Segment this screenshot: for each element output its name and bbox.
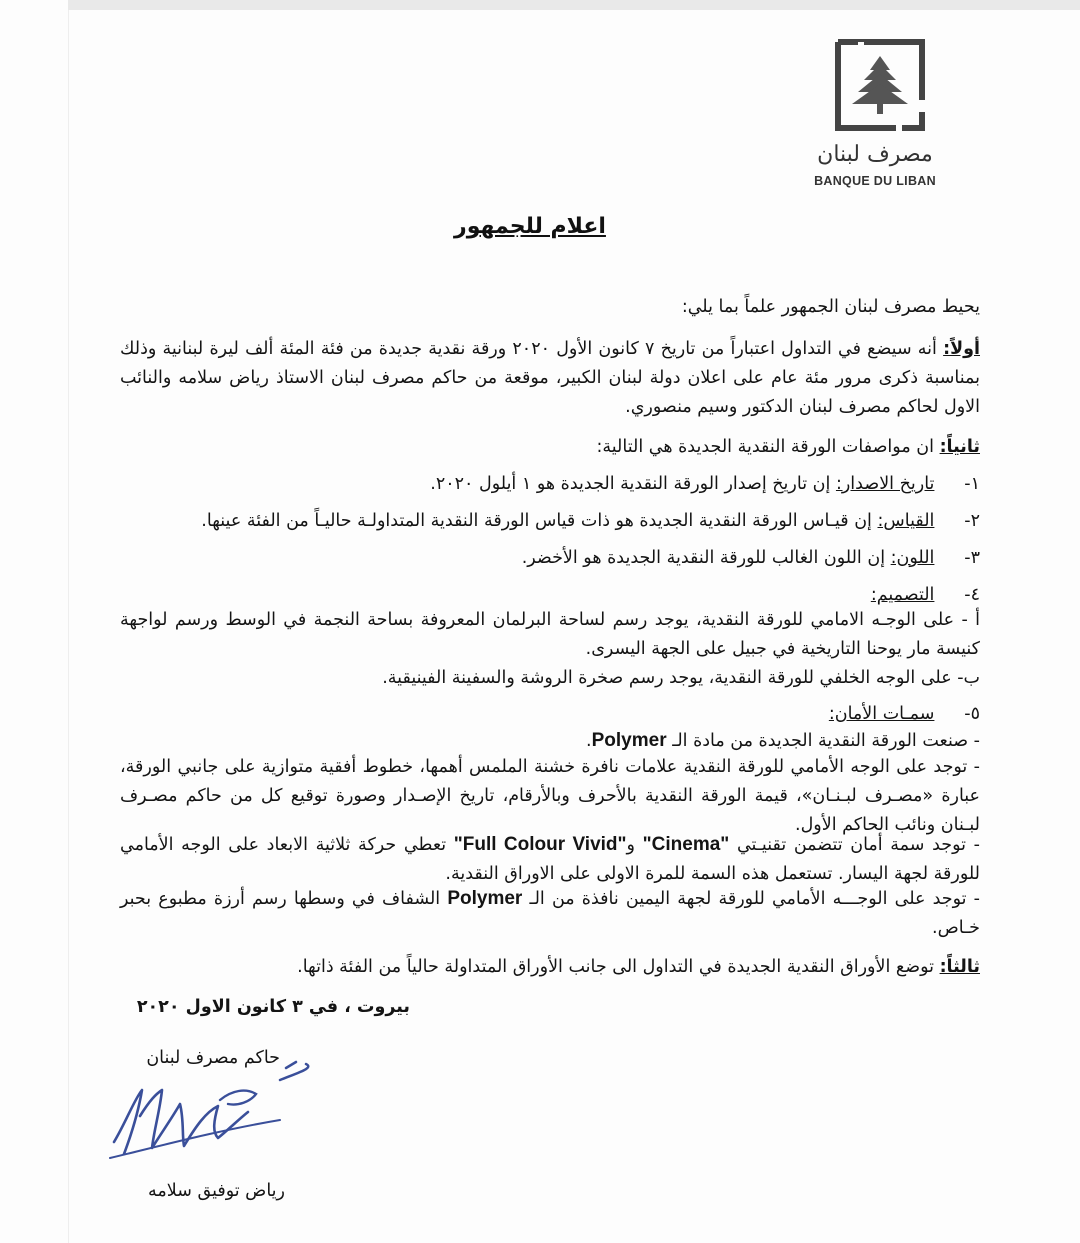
security-text: تعطي حركة ثلاثية الابعاد على الوجه الأمامي للورقة لجهة اليسار. تستعمل هذه السمة للمرة الاولى على الاوراق النقدية. — [120, 835, 980, 884]
spec-item-2 — [140, 507, 980, 536]
security-text: - توجد على الوجـــه الأمامي للورقة لجهة اليمين نافذة من الـ — [529, 889, 980, 909]
section-third-label: ثالثاً: — [939, 957, 980, 977]
signatory-title: حاكم مصرف لبنان — [146, 1048, 280, 1068]
security-point-2: - توجد على الوجه الأمامي للورقة النقدية علامات نافرة خشنة الملمس أهمها، خطوط أفقية متوازية على جانبي الورقة، عبارة «مصـرف لبـنـان»، قيمة الورقة النقدية بالأحرف وبالأرقام، تاريخ الإصـدار وصورة توقيع كل من حاكم مصـرف لبـنان ونائب الحاكم الأول. — [120, 757, 980, 835]
security-text: . — [586, 731, 592, 751]
security-term: "Cinema" — [642, 834, 730, 855]
security-text: - صنعت الورقة النقدية الجديدة من مادة الـ — [672, 731, 980, 751]
signature-icon — [100, 1060, 320, 1170]
security-text: و — [626, 835, 635, 855]
spec-item-text: إن تاريخ إصدار الورقة النقدية الجديدة هو ١ أيلول ٢٠٢٠. — [430, 474, 831, 494]
section-second-label: ثانياً: — [939, 437, 980, 457]
section-first-text: أنه سيضع في التداول اعتباراً من تاريخ ٧ كانون الأول ٢٠٢٠ ورقة نقدية جديدة من فئة المئة ألف ليرة لبنانية وذلك بمناسبة ذكرى مرور مئة عام على اعلان دولة لبنان الكبير، موقعة من حاكم مصرف لبنان الاستاذ رياض سلامه والنائب الاول لحاكم مصرف لبنان الدكتور وسيم منصوري. — [120, 339, 980, 417]
spec-item-number: ٣- — [964, 548, 980, 568]
section-second-text: ان مواصفات الورقة النقدية الجديدة هي التالية: — [596, 437, 934, 457]
security-term: Polymer — [447, 888, 523, 909]
intro-line: يحيط مصرف لبنان الجمهور علماً بما يلي: — [681, 297, 980, 317]
spec-item-3 — [200, 544, 980, 573]
spec-item-label: تاريخ الاصدار: — [835, 474, 935, 494]
security-point-3 — [120, 830, 980, 889]
section-first — [120, 335, 980, 422]
security-point-4 — [120, 884, 980, 943]
bank-name-latin: BANQUE DU LIBAN — [814, 174, 936, 188]
spec-item-label: اللون: — [890, 548, 935, 568]
spec-item-number: ٥- — [964, 704, 980, 724]
spec-item-number: ٤- — [964, 585, 980, 605]
security-point-1 — [120, 726, 980, 756]
security-term: "Full Colour Vivid" — [453, 834, 627, 855]
page-edge — [68, 10, 69, 1243]
spec-item-text: إن اللون الغالب للورقة النقدية الجديدة هو الأخضر. — [521, 548, 886, 568]
spec-item-5 — [200, 700, 980, 729]
signatory-name: رياض توفيق سلامه — [148, 1181, 285, 1201]
page-title: اعلام للجمهور — [454, 214, 606, 239]
security-text: - توجد سمة أمان تتضمن تقنيـتي — [736, 835, 980, 855]
spec-item-1 — [200, 470, 980, 499]
spec-item-number: ٢- — [964, 511, 980, 531]
section-first-label: أولاً: — [943, 339, 980, 359]
top-strip — [68, 0, 1080, 10]
cedar-tree-icon — [810, 38, 940, 138]
section-third — [120, 953, 980, 982]
bank-logo — [810, 38, 940, 198]
spec-item-label: القياس: — [877, 511, 935, 531]
design-point-b: ب- على الوجه الخلفي للورقة النقدية، يوجد رسم صخرة الروشة والسفينة الفينيقية. — [382, 668, 980, 688]
bank-name-arabic: مصرف لبنان — [817, 142, 933, 167]
spec-item-label: سمـات الأمان: — [828, 704, 935, 724]
design-point-a: أ - على الوجـه الامامي للورقة النقدية، يوجد رسم لساحة البرلمان المعروفة بساحة النجمة في الوسط ورسم لواجهة كنيسة مار يوحنا التاريخية في جبيل على الجهة اليسرى. — [120, 610, 980, 659]
spec-item-text: إن قيـاس الورقة النقدية الجديدة هو ذات قياس الورقة النقدية المتداولـة حاليـاً من الفئة عينها. — [201, 511, 872, 531]
spec-item-number: ١- — [964, 474, 980, 494]
section-second — [120, 433, 980, 462]
security-text: الشفاف في وسطها رسم أرزة مطبوع بحبر خـاص. — [120, 889, 980, 938]
spec-item-label: التصميم: — [870, 585, 935, 605]
section-third-text: توضع الأوراق النقدية الجديدة في التداول الى جانب الأوراق المتداولة حالياً من الفئة ذاتها. — [297, 957, 934, 977]
security-term: Polymer — [591, 730, 667, 751]
date-line: بيروت ، في ٣ كانون الاول ٢٠٢٠ — [136, 997, 410, 1017]
